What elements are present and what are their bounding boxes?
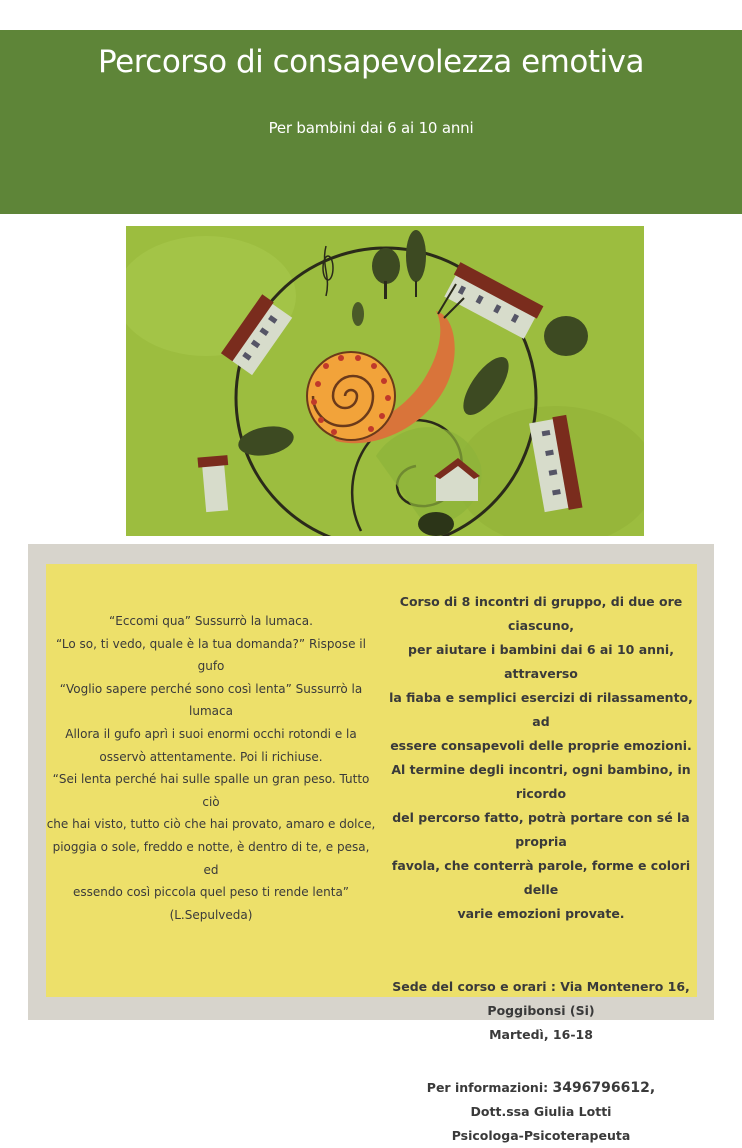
page-subtitle: Per bambini dai 6 ai 10 anni <box>268 119 474 137</box>
quote-line: Allora il gufo aprì i suoi enormi occhi rotondi e la <box>65 726 357 741</box>
quote-line: “Eccomi qua” Sussurrò la lumaca. <box>109 614 313 628</box>
contact-phone: 3496796612, <box>552 1080 656 1096</box>
snail-illustration-icon <box>126 226 644 536</box>
contact-line <box>381 1076 701 1100</box>
contact-label: Per informazioni: <box>426 1080 553 1095</box>
description-line: per aiutare i bambini dai 6 ai 10 anni, attraverso <box>408 642 674 681</box>
page-title: Percorso di consapevolezza emotiva <box>98 44 644 80</box>
quote-line: che hai visto, tutto ciò che hai provato, amaro e dolce, <box>46 817 376 832</box>
quote-line: “Voglio sapere perché sono così lenta” Sussurrò la <box>59 681 363 696</box>
description-line: essere consapevoli delle proprie emozioni. <box>390 738 692 753</box>
quote-line: pioggia o sole, freddo e notte, è dentro di te, e pesa, ed <box>52 839 370 877</box>
description-line: varie emozioni provate. <box>457 906 625 921</box>
content-panel <box>46 564 697 1143</box>
header-banner <box>0 30 742 214</box>
description-line: favola, che conterrà parole, forme e colori delle <box>391 858 691 897</box>
description-line: Corso di 8 incontri di gruppo, di due ore ciascuno, <box>399 594 683 633</box>
quote-line: “Lo so, ti vedo, quale è la tua domanda?” Rispose il <box>56 636 366 651</box>
quote-line: essendo così piccola quel peso ti rende lenta” <box>72 885 350 900</box>
quote-author: (L.Sepulveda) <box>169 907 253 922</box>
location-line: Poggibonsi (Si) <box>487 1003 595 1018</box>
course-info <box>381 590 701 1148</box>
location-line: Sede del corso e orari : Via Montenero 16, <box>392 979 690 994</box>
description-line: la fiaba e semplici esercizi di rilassamento, ad <box>389 690 693 729</box>
quote-line: gufo <box>197 659 225 674</box>
snail-illustration <box>126 226 644 536</box>
description-line: Al termine degli incontri, ogni bambino, in ricordo <box>391 762 691 801</box>
schedule-line: Martedì, 16-18 <box>489 1027 593 1042</box>
contact-role: Psicologa-Psicoterapeuta <box>451 1128 631 1143</box>
quote-line: lumaca <box>189 704 233 719</box>
quote-line: osservò attentamente. Poi li richiuse. <box>99 749 323 764</box>
description-line: del percorso fatto, potrà portare con sé la propria <box>392 810 690 849</box>
contact-name: Dott.ssa Giulia Lotti <box>470 1104 612 1119</box>
quote-block <box>46 610 376 926</box>
quote-line: “Sei lenta perché hai sulle spalle un gran peso. Tutto ciò <box>52 772 370 809</box>
